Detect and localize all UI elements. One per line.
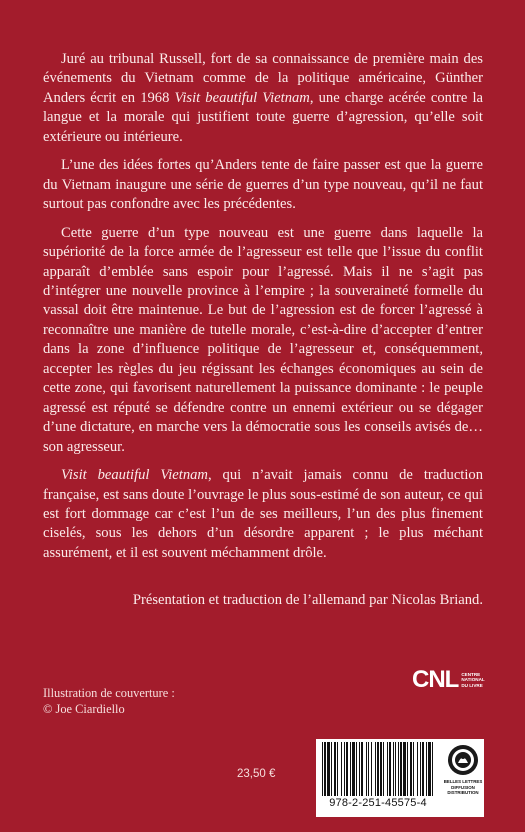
barcode	[320, 742, 438, 796]
cnl-line: CENTRE	[461, 672, 481, 678]
publisher-line: BELLES LETTRES	[443, 779, 483, 784]
body-paragraph	[43, 466, 483, 563]
paragraph-text: L’une des idées fortes qu’Anders tente de faire passer est que la guerre du Vietnam inaugure une série de guerres d’un type nouveau, qu’il ne faut surtout pas confondre avec les précédentes.	[43, 157, 483, 213]
cnl-logo	[412, 662, 484, 698]
publisher-line: DISTRIBUTION	[447, 790, 479, 796]
illustration-credit	[43, 685, 175, 717]
body-paragraph	[43, 224, 483, 457]
back-cover-text	[43, 50, 483, 572]
cnl-line: DU LIVRE	[461, 682, 483, 688]
illustration-label: Illustration de couverture :	[43, 686, 175, 700]
cnl-line: NATIONAL	[461, 677, 485, 683]
book-title-italic: Visit beautiful Vietnam	[174, 89, 310, 106]
translation-credit: Présentation et traduction de l’allemand par Nicolas Briand.	[132, 592, 483, 608]
publisher-imprint	[443, 779, 483, 796]
publisher-line: DIFFUSION	[451, 784, 475, 790]
paragraph-text: , qui n’avait jamais connu de traduction française, est sans doute l’ouvrage le plus sous-estimé de son auteur, ce qui est fort dommage car c’est l’un de ses meilleurs, l’un des plus finement ciselés, sous les dehors d’un désordre apparent ; le plus méchant assurément, et il est souvent méchamment drôle.	[43, 467, 483, 561]
illustrator-name: © Joe Ciardiello	[43, 702, 125, 716]
cnl-mark: CNL	[412, 666, 459, 693]
isbn-number: 978-2-251-45575-4	[329, 797, 427, 809]
book-title-italic: Visit beautiful Vietnam	[61, 467, 208, 484]
body-paragraph	[43, 50, 483, 147]
paragraph-text: Juré au tribunal Russell, fort de sa connaissance de première main des événements du Vietnam comme de la politique américaine, Günther Anders écrit en 1968	[43, 51, 483, 106]
paragraph-text: , une charge acérée contre la langue et la morale qui justifient toute guerre d’agression, qu’elle soit extérieure ou intérieure.	[43, 89, 483, 145]
body-paragraph	[43, 156, 483, 214]
paragraph-text: Cette guerre d’un type nouveau est une guerre dans laquelle la supériorité de la force armée de l’agresseur est telle que l’issue du conflit apparaît d’emblée sans espoir pour l’agressé. Mais il ne s’agit pas d’intégrer une nouvelle province à l’empire ; la souveraineté formelle du vassal doit être maintenue. Le but de l’agression est de forcer l’agressé à reconnaître une manière de tutelle morale, c’est-à-dire d’accepter d’entrer dans la zone d’influence politique de l’agresseur et, conséquemment, accepter les règles du jeu régissant les échanges économiques au sein de cette zone, qui favorisent naturellement la puissance dominante : le peuple agressé est réputé se défendre contre un ennemi extérieur ou se dégager d’une dictature, en marche vers la démocratie sous les conseils avisés de… son agresseur.	[43, 224, 483, 455]
publisher-emblem-icon	[446, 743, 480, 777]
barcode-panel	[316, 739, 484, 817]
price: 23,50 €	[237, 768, 276, 780]
cnl-subtitle	[461, 672, 484, 688]
